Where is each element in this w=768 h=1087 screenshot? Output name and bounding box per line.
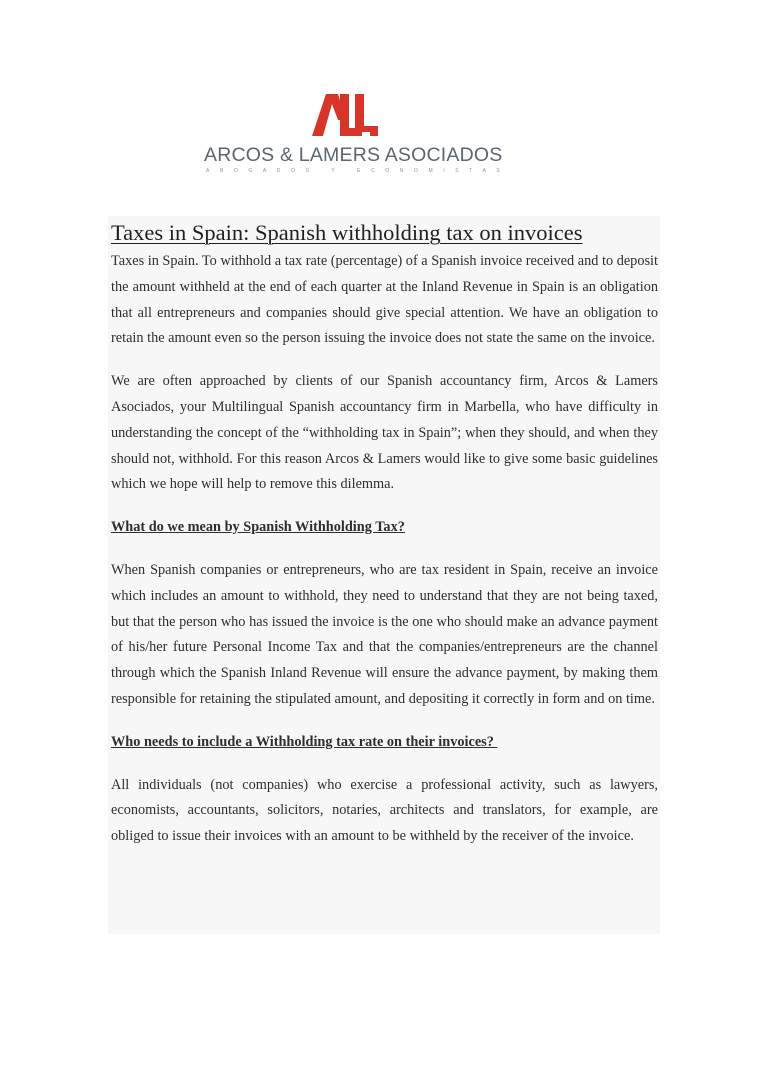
company-logo: [200, 92, 511, 182]
section-heading-who-needs: Who needs to include a Withholding tax rate on their invoices?: [111, 733, 498, 750]
page-title: Taxes in Spain: Spanish withholding tax on invoices: [111, 220, 583, 245]
company-subtitle: ABOGADOS Y ECONOMISTAS: [206, 168, 511, 174]
context-paragraph: We are often approached by clients of our Spanish accountancy firm, Arcos & Lamers Asociados, your Multilingual Spanish accountancy firm in Marbella, who have difficulty in understanding the concept of the “withholding tax in Spain”; when they should, and when they should not, withhold. For this reason Arcos & Lamers would like to give some basic guidelines which we hope will help to remove this dilemma.: [111, 373, 658, 493]
article-body: [108, 216, 660, 934]
section-heading-withholding-tax: What do we mean by Spanish Withholding Tax?: [111, 519, 405, 536]
al-logo-icon: [310, 92, 380, 138]
section-body-withholding-tax: When Spanish companies or entrepreneurs, who are tax resident in Spain, receive an invoice which includes an amount to withhold, they need to understand that they are not being taxed, but that the person who has issued the invoice is the one who should make an advance payment of his/her future Personal Income Tax and that the companies/entrepreneurs are the channel through which the Spanish Inland Revenue will ensure the advance payment, by making them responsible for retaining the stipulated amount, and depositing it correctly in form and on time.: [111, 561, 658, 707]
intro-paragraph: Taxes in Spain. To withhold a tax rate (percentage) of a Spanish invoice received and to deposit the amount withheld at the end of each quarter at the Inland Revenue in Spain is an obligation that all entrepreneurs and companies should give special attention. We have an obligation to retain the amount even so the person issuing the invoice does not state the same on the invoice.: [111, 253, 658, 347]
section-body-who-needs: All individuals (not companies) who exercise a professional activity, such as lawyers, economists, accountants, solicitors, notaries, architects and translators, for example, are obliged to issue their invoices with an amount to be withheld by the receiver of the invoice.: [111, 776, 658, 845]
company-name: ARCOS & LAMERS ASOCIADOS: [204, 144, 503, 166]
